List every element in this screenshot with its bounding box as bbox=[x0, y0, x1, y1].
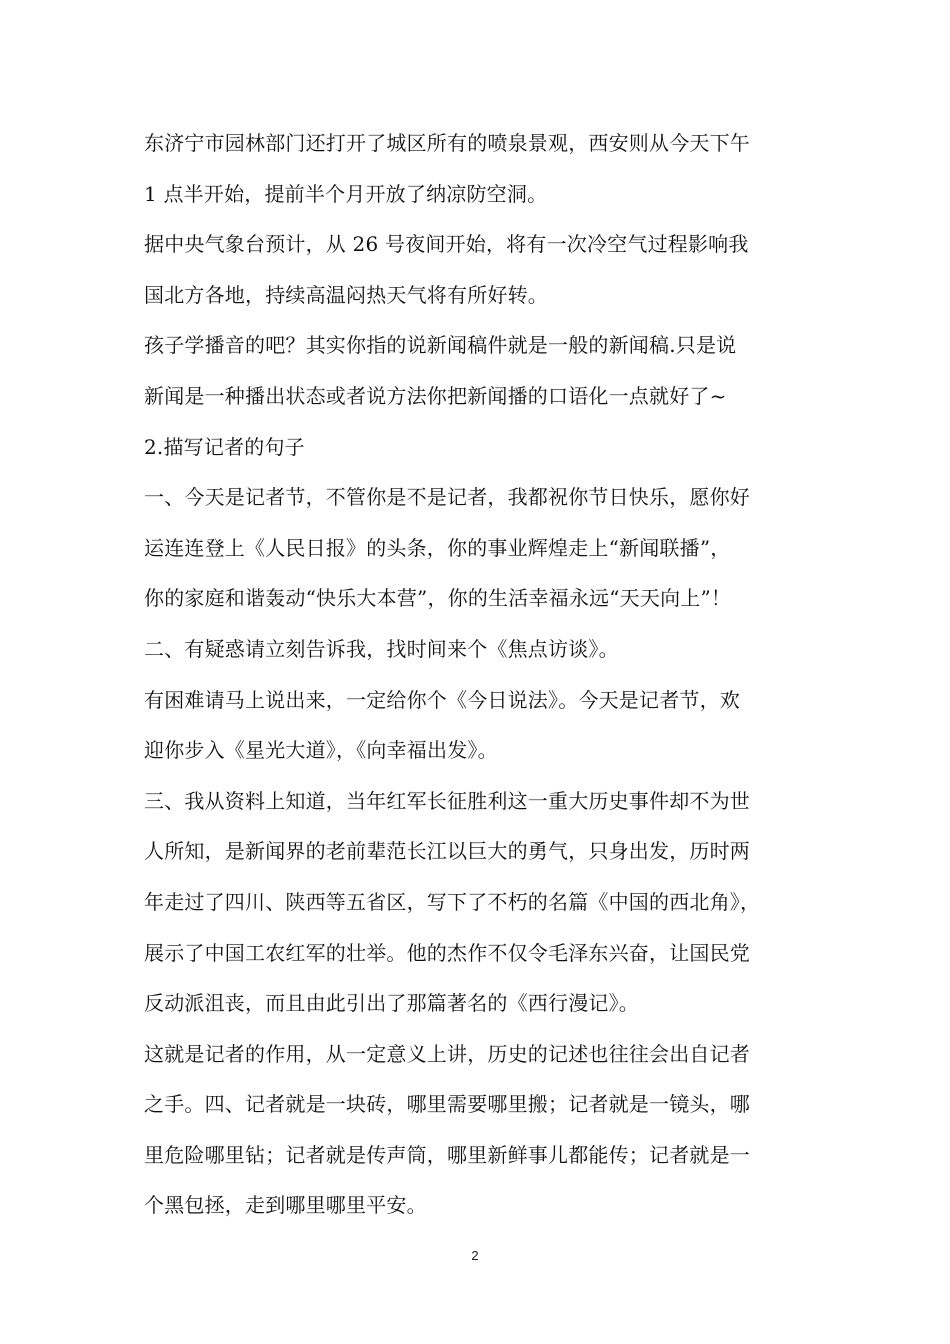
body-text bbox=[144, 118, 834, 1231]
text-line: 国北方各地，持续高温闷热天气将有所好转。 bbox=[144, 282, 548, 307]
text-line: 个黑包拯，走到哪里哪里平安。 bbox=[144, 1193, 427, 1218]
text-line: 有困难请马上说出来，一定给你个《今日说法》。今天是记者节，欢 bbox=[144, 687, 740, 712]
text-line: 之手。四、记者就是一块砖，哪里需要哪里搬；记者就是一镜头，哪 bbox=[144, 1092, 750, 1117]
text-line: 1 点半开始，提前半个月开放了纳凉防空洞。 bbox=[144, 181, 548, 206]
text-line: 运连连登上《人民日报》的头条，你的事业辉煌走上“新闻联播”， bbox=[144, 535, 731, 560]
text-line: 迎你步入《星光大道》，《向幸福出发》。 bbox=[144, 738, 498, 763]
text-line: 展示了中国工农红军的壮举。他的杰作不仅令毛泽东兴奋，让国民党 bbox=[144, 940, 750, 965]
text-line: 孩子学播音的吧？其实你指的说新闻稿件就是一般的新闻稿.只是说 bbox=[144, 333, 737, 358]
text-line: 东济宁市园林部门还打开了城区所有的喷泉景观，西安则从今天下午 bbox=[144, 131, 750, 155]
text-line: 这就是记者的作用，从一定意义上讲，历史的记述也往往会出自记者 bbox=[144, 1041, 750, 1066]
text-line: 据中央气象台预计，从 26 号夜间开始，将有一次冷空气过程影响我 bbox=[144, 232, 749, 257]
text-line: 三、我从资料上知道，当年红军长征胜利这一重大历史事件却不为世 bbox=[144, 788, 750, 813]
text-line: 你的家庭和谐轰动“快乐大本营”，你的生活幸福永远“天天向上”！ bbox=[144, 586, 732, 611]
text-line: 年走过了四川、陕西等五省区，写下了不朽的名篇《中国的西北角》， bbox=[144, 889, 761, 914]
section-heading: 2.描写记者的句子 bbox=[144, 434, 305, 459]
text-line: 反动派沮丧，而且由此引出了那篇著名的《西行漫记》。 bbox=[144, 991, 639, 1016]
page-number: 2 bbox=[471, 1248, 479, 1263]
text-line: 里危险哪里钻；记者就是传声筒，哪里新鲜事儿都能传；记者就是一 bbox=[144, 1142, 750, 1167]
text-line: 人所知，是新闻界的老前辈范长江以巨大的勇气，只身出发，历时两 bbox=[144, 839, 750, 864]
text-line: 二、有疑惑请立刻告诉我，找时间来个《焦点访谈》。 bbox=[144, 636, 619, 661]
text-line: 新闻是一种播出状态或者说方法你把新闻播的口语化一点就好了~ bbox=[144, 383, 727, 408]
text-line: 一、今天是记者节，不管你是不是记者，我都祝你节日快乐，愿你好 bbox=[144, 485, 750, 510]
